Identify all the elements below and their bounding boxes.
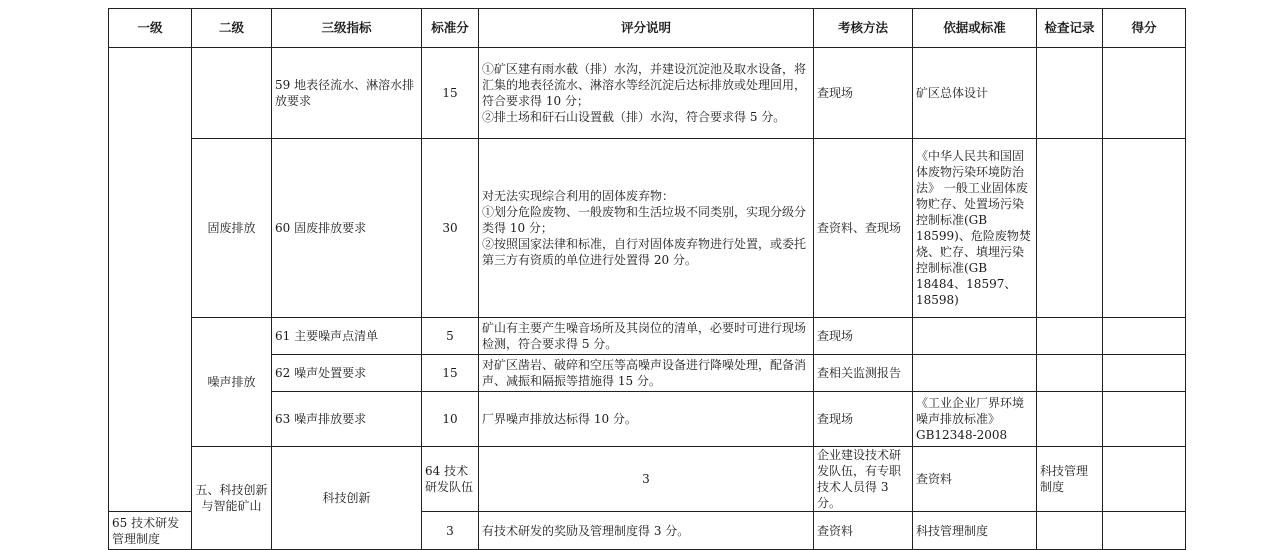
table-row <box>109 48 1186 139</box>
indicator-cell: 60 固废排放要求 <box>272 139 422 318</box>
basis-cell: 《工业企业厂界环境噪声排放标准》 GB12348-2008 <box>913 392 1037 447</box>
method-cell: 查现场 <box>814 392 913 447</box>
indicator-cell: 62 噪声处置要求 <box>272 355 422 392</box>
record-cell[interactable] <box>1037 512 1103 550</box>
evaluation-table <box>108 8 1186 550</box>
table-row <box>109 139 1186 318</box>
score-cell: 5 <box>422 318 479 355</box>
header-assessment-method: 考核方法 <box>814 9 913 48</box>
description-cell: 厂界噪声排放达标得 10 分。 <box>479 392 814 447</box>
table-row <box>109 447 1186 512</box>
header-basis-standard: 依据或标准 <box>913 9 1037 48</box>
description-cell: ①矿区建有雨水截（排）水沟，并建设沉淀池及取水设备，将汇集的地表径流水、淋溶水等经沉淀后达标排放或处理回用，符合要求得 10 分； ②排土场和矸石山设置截（排）水沟，符合要求得 5 分。 <box>479 48 814 139</box>
indicator-cell: 59 地表径流水、淋溶水排放要求 <box>272 48 422 139</box>
basis-cell <box>913 318 1037 355</box>
indicator-cell: 65 技术研发管理制度 <box>109 512 192 550</box>
header-row <box>109 9 1186 48</box>
description-cell: 矿山有主要产生噪音场所及其岗位的清单，必要时可进行现场检测，符合要求得 5 分。 <box>479 318 814 355</box>
table-row <box>109 318 1186 355</box>
description-cell: 对矿区凿岩、破碎和空压等高噪声设备进行降噪处理，配备消声、减振和隔振等措施得 15 分。 <box>479 355 814 392</box>
record-cell[interactable] <box>1037 318 1103 355</box>
record-cell[interactable] <box>1037 355 1103 392</box>
indicator-cell: 64 技术研发队伍 <box>422 447 479 512</box>
method-cell: 查资料、查现场 <box>814 139 913 318</box>
header-check-record: 检查记录 <box>1037 9 1103 48</box>
score-cell: 10 <box>422 392 479 447</box>
obtained-score-cell[interactable] <box>1103 392 1186 447</box>
record-cell[interactable] <box>1037 392 1103 447</box>
header-score-obtained: 得分 <box>1103 9 1186 48</box>
method-cell: 查资料 <box>913 447 1037 512</box>
header-level1: 一级 <box>109 9 192 48</box>
basis-cell: 矿区总体设计 <box>913 48 1037 139</box>
method-cell: 查现场 <box>814 318 913 355</box>
indicator-cell: 61 主要噪声点清单 <box>272 318 422 355</box>
obtained-score-cell[interactable] <box>1103 512 1186 550</box>
record-cell[interactable] <box>1037 139 1103 318</box>
description-cell: 有技术研发的奖励及管理制度得 3 分。 <box>479 512 814 550</box>
level1-cell: 五、科技创新与智能矿山 <box>192 447 272 550</box>
description-cell: 企业建设技术研发队伍，有专职技术人员得 3 分。 <box>814 447 913 512</box>
basis-cell: 《中华人民共和国固体废物污染环境防治法》 一般工业固体废物贮存、处置场污染控制标准(GB 18599)、危险废物焚烧、贮存、填埋污染控制标准(GB 18484、18597、18598) <box>913 139 1037 318</box>
level2-cell: 科技创新 <box>272 447 422 550</box>
level2-cell: 固废排放 <box>192 139 272 318</box>
indicator-cell: 63 噪声排放要求 <box>272 392 422 447</box>
description-cell: 对无法实现综合利用的固体废弃物： ①划分危险废物、一般废物和生活垃圾不同类别，实现分级分类得 10 分； ②按照国家法律和标准，自行对固体废弃物进行处置，或委托第三方有资质的单位进行处置得 20 分。 <box>479 139 814 318</box>
method-cell: 查现场 <box>814 48 913 139</box>
obtained-score-cell[interactable] <box>1103 318 1186 355</box>
header-scoring-description: 评分说明 <box>479 9 814 48</box>
score-cell: 3 <box>479 447 814 512</box>
level2-cell: 噪声排放 <box>192 318 272 447</box>
score-cell: 15 <box>422 355 479 392</box>
header-level2: 二级 <box>192 9 272 48</box>
score-cell: 3 <box>422 512 479 550</box>
obtained-score-cell[interactable] <box>1103 48 1186 139</box>
level1-cell-empty <box>109 48 192 512</box>
obtained-score-cell[interactable] <box>1103 355 1186 392</box>
obtained-score-cell[interactable] <box>1103 139 1186 318</box>
score-cell: 30 <box>422 139 479 318</box>
method-cell: 查资料 <box>814 512 913 550</box>
score-cell: 15 <box>422 48 479 139</box>
method-cell: 查相关监测报告 <box>814 355 913 392</box>
basis-cell: 科技管理制度 <box>1037 447 1103 512</box>
record-cell[interactable] <box>1103 447 1186 512</box>
level2-cell-empty <box>192 48 272 139</box>
header-standard-score: 标准分 <box>422 9 479 48</box>
basis-cell: 科技管理制度 <box>913 512 1037 550</box>
basis-cell <box>913 355 1037 392</box>
header-level3-indicator: 三级指标 <box>272 9 422 48</box>
record-cell[interactable] <box>1037 48 1103 139</box>
